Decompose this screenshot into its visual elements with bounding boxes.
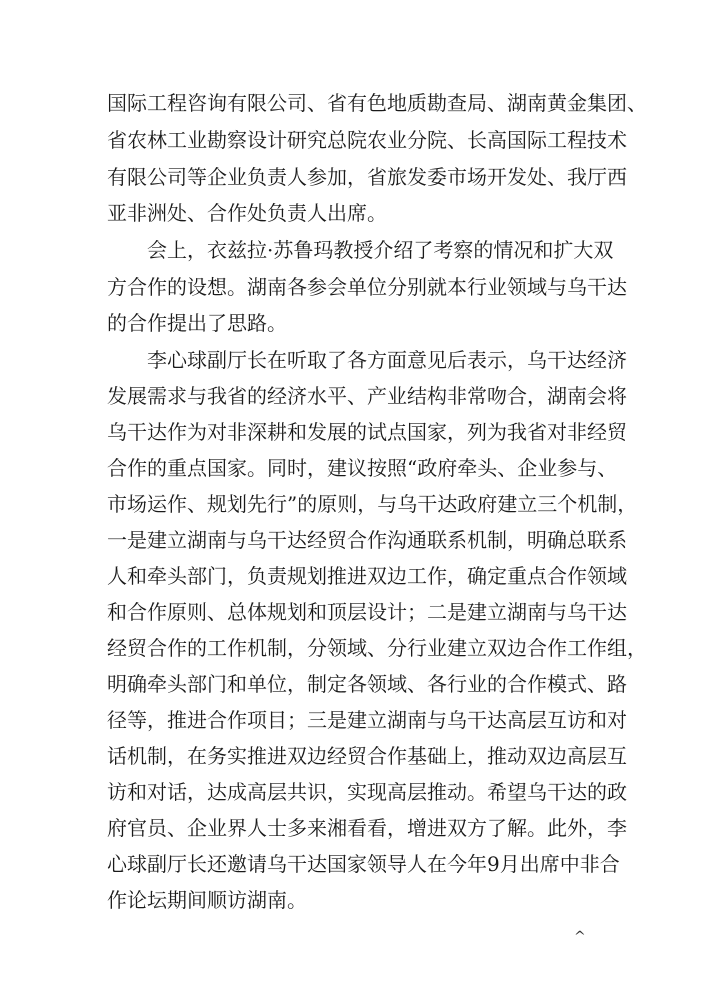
text-line: 国际工程咨询有限公司、省有色地质勘查局、湖南黄金集团、: [107, 91, 647, 115]
text-line: 和合作原则、总体规划和顶层设计；二是建立湖南与乌干达: [107, 600, 627, 624]
paragraph-first-line: 李心球副厅长在听取了各方面意见后表示，乌干达经济: [147, 348, 627, 372]
text-line: 发展需求与我省的经济水平、产业结构非常吻合，湖南会将: [107, 384, 627, 408]
text-line: 省农林工业勘察设计研究总院农业分院、长高国际工程技术: [107, 128, 627, 152]
text-line: 心球副厅长还邀请乌干达国家领导人在今年9月出席中非合: [107, 852, 620, 876]
text-line: 有限公司等企业负责人参加，省旅发委市场开发处、我厅西: [107, 165, 627, 189]
text-line: 经贸合作的工作机制，分领域、分行业建立双边合作工作组，: [107, 636, 647, 660]
text-line: 府官员、企业界人士多来湘看看，增进双方了解。此外，李: [107, 816, 627, 840]
text-line: 一是建立湖南与乌干达经贸合作沟通联系机制，明确总联系: [107, 528, 627, 552]
text-line: 乌干达作为对非深耕和发展的试点国家，列为我省对非经贸: [107, 420, 627, 444]
text-line: 话机制，在务实推进双边经贸合作基础上，推动双边高层互: [107, 744, 627, 768]
text-line: 人和牵头部门，负责规划推进双边工作，确定重点合作领域: [107, 564, 627, 588]
text-line: 作论坛期间顺访湖南。: [107, 888, 307, 912]
text-line: 径等，推进合作项目；三是建立湖南与乌干达高层互访和对: [107, 708, 627, 732]
text-line: 明确牵头部门和单位，制定各领域、各行业的合作模式、路: [107, 672, 627, 696]
text-line: 方合作的设想。湖南各参会单位分别就本行业领域与乌干达: [107, 275, 627, 299]
text-line: 合作的重点国家。同时，建议按照“政府牵头、企业参与、: [107, 456, 618, 480]
text-line: 市场运作、规划先行”的原则，与乌干达政府建立三个机制，: [107, 492, 638, 516]
text-line: 访和对话，达成高层共识，实现高层推动。希望乌干达的政: [107, 780, 627, 804]
paragraph-first-line: 会上，衣兹拉·苏鲁玛教授介绍了考察的情况和扩大双: [147, 238, 614, 262]
page-footer-mark: ^: [574, 929, 586, 945]
text-line: 的合作提出了思路。: [107, 311, 287, 335]
text-line: 亚非洲处、合作处负责人出席。: [107, 201, 387, 225]
